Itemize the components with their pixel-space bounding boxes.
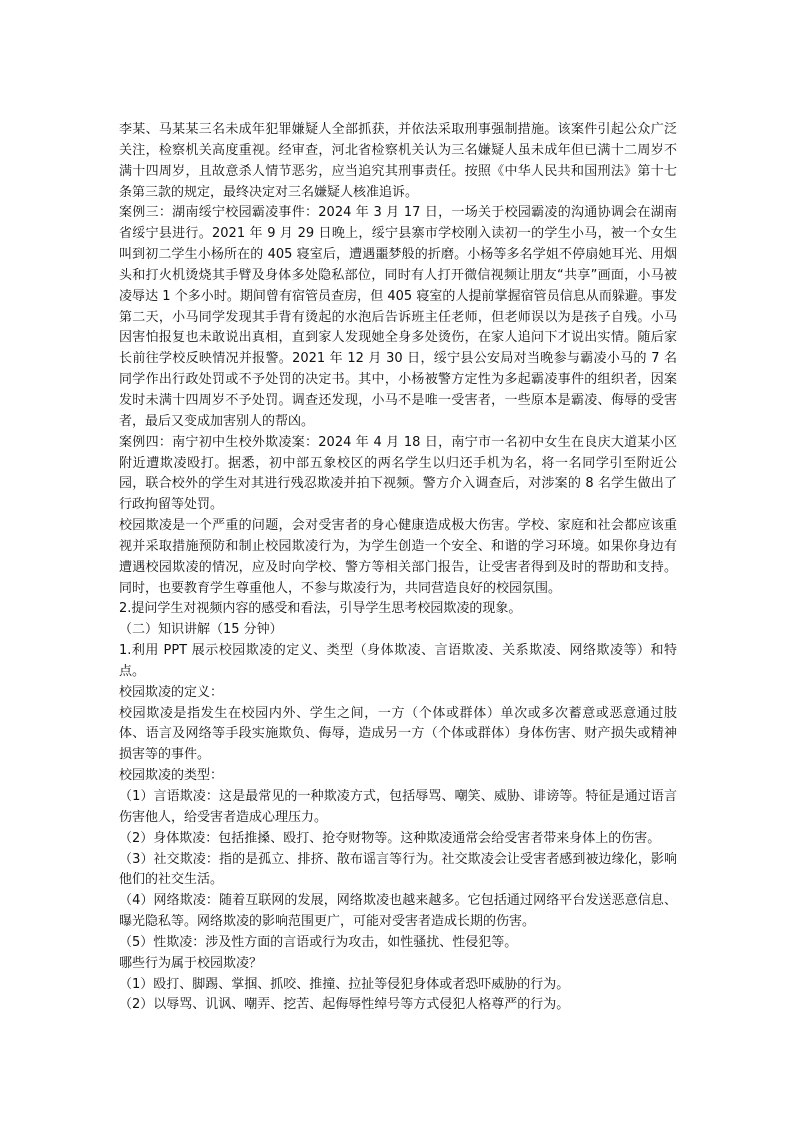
document-page <box>119 120 677 1016</box>
list-item-sexual: （5）性欺凌：涉及性方面的言语或行为攻击，如性骚扰、性侵犯等。 <box>119 934 518 950</box>
list-item-social: （3）社交欺凌：指的是孤立、排挤、散布谣言等行为。社交欺凌会让受害者感到被边缘化，影响他们的社交生活。 <box>119 851 677 888</box>
subheading-definition: 校园欺凌的定义： <box>119 684 224 700</box>
list-item-cyber: （4）网络欺凌：随着互联网的发展，网络欺凌也越来越多。它包括通过网络平台发送恶意信息、曝光隐私等。网络欺凌的影响范围更广，可能对受害者造成长期的伤害。 <box>119 893 677 930</box>
paragraph-case-2-continuation: 李某、马某某三名未成年犯罪嫌疑人全部抓获，并依法采取刑事强制措施。该案件引起公众广泛关注，检察机关高度重视。经审查，河北省检察机关认为三名嫌疑人虽未成年但已满十二周岁不满十四周岁，且故意杀人情节恶劣，应当追究其刑事责任。按照《中华人民共和国刑法》第十七条第三款的规定，最终决定对三名嫌疑人核准追诉。 <box>119 122 677 200</box>
section-heading-knowledge: （二）知识讲解（15 分钟） <box>119 622 283 638</box>
paragraph-case-3: 案例三：湖南绥宁校园霸凌事件：2024 年 3 月 17 日，一场关于校园霸凌的沟通协调会在湖南省绥宁县进行。2021 年 9 月 29 日晚上，绥宁县寨市学校刚入读初一的学生小马，被一个女生叫到初二学生小杨所在的 405 寝室后，遭遇噩梦般的折磨。小杨等多名学姐不停扇她耳光、用烟头和打火机烫烧其手臂及身体多处隐私部位，同时有人打开微信视频让朋友“共享”画面，小马被凌辱达 1 个多小时。期间曾有宿管员查房，但 405 寝室的人提前掌握宿管员信息从而躲避。事发第二天，小马同学发现其手背有烫起的水泡后告诉班主任老师，但老师误以为是孩子自残。小马因害怕报复也未敢说出真相，直到家人发现她全身多处烫伤，在家人追问下才说出实情。随后家长前往学校反映情况并报警。2021 年 12 月 30 日，绥宁县公安局对当晚参与霸凌小马的 7 名同学作出行政处罚或不予处罚的决定书。其中，小杨被警方定性为多起霸凌事件的组织者，因案发时未满十四周岁不予处罚。调查还发现，小马不是唯一受害者，一些原本是霸凌、侮辱的受害者，最后又变成加害别人的帮凶。 <box>119 205 677 429</box>
list-item-behavior-1: （1）殴打、脚踢、掌掴、抓咬、推撞、拉扯等侵犯身体或者恐吓威胁的行为。 <box>119 976 570 992</box>
paragraph-definition: 校园欺凌是指发生在校园内外、学生之间，一方（个体或群体）单次或多次蓄意或恶意通过肢体、语言及网络等手段实施欺负、侮辱，造成另一方（个体或群体）身体伤害、财产损失或精神损害等的事件。 <box>119 705 677 763</box>
list-item-behavior-2: （2）以辱骂、讥讽、嘲弄、挖苦、起侮辱性绰号等方式侵犯人格尊严的行为。 <box>119 997 570 1013</box>
paragraph-summary: 校园欺凌是一个严重的问题，会对受害者的身心健康造成极大伤害。学校、家庭和社会都应该重视并采取措施预防和制止校园欺凌行为，为学生创造一个安全、和谐的学习环境。如果你身边有遭遇校园欺凌的情况，应及时向学校、警方等相关部门报告，让受害者得到及时的帮助和支持。同时，也要教育学生尊重他人，不参与欺凌行为，共同营造良好的校园氛围。 <box>119 518 677 596</box>
subheading-behaviors: 哪些行为属于校园欺凌？ <box>119 955 263 971</box>
subheading-types: 校园欺凌的类型： <box>119 768 224 784</box>
paragraph-case-4: 案例四：南宁初中生校外欺凌案：2024 年 4 月 18 日，南宁市一名初中女生在良庆大道某小区附近遭欺凌殴打。据悉，初中部五象校区的两名学生以归还手机为名，将一名同学引至附近公园，联合校外的学生对其进行残忍欺凌并拍下视频。警方介入调查后，对涉案的 8 名学生做出了行政拘留等处罚。 <box>119 434 677 513</box>
list-item-physical: （2）身体欺凌：包括推搡、殴打、抢夺财物等。这种欺凌通常会给受害者带来身体上的伤害。 <box>119 830 661 846</box>
paragraph-step-1-ppt: 1.利用 PPT 展示校园欺凌的定义、类型（身体欺凌、言语欺凌、关系欺凌、网络欺凌等）和特点。 <box>119 643 677 679</box>
paragraph-step-2: 2.提问学生对视频内容的感受和看法，引导学生思考校园欺凌的现象。 <box>119 601 522 617</box>
list-item-verbal: （1）言语欺凌：这是最常见的一种欺凌方式，包括辱骂、嘲笑、威胁、诽谤等。特征是通过语言伤害他人，给受害者造成心理压力。 <box>119 789 677 825</box>
